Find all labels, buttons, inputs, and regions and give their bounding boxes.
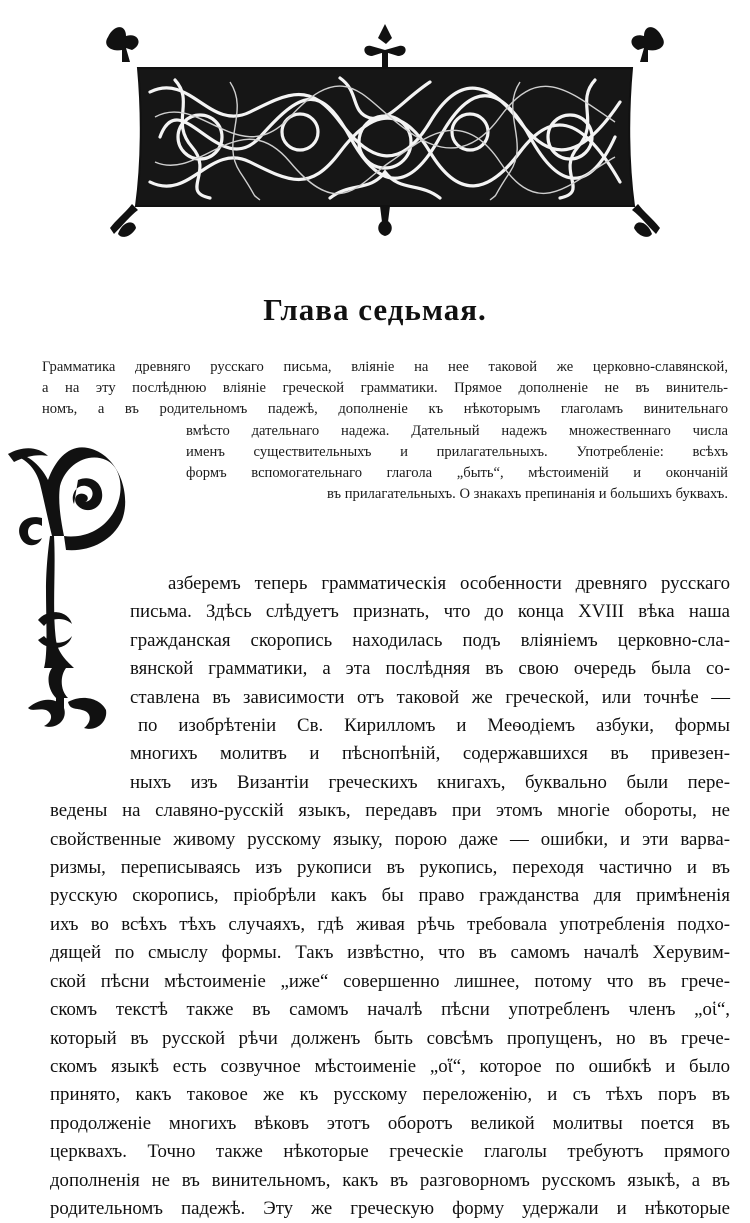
body-line: ведены на славяно-русскій языкъ, передавъ при этомъ многіе обороты, не bbox=[50, 800, 730, 822]
body-line: ныхъ изъ Византіи греческихъ книгахъ, буквально были пере- bbox=[130, 771, 730, 793]
body-line: церквахъ. Точно также нѣкоторые греческіе глаголы требуютъ прямого bbox=[50, 1141, 730, 1163]
chapter-abstract bbox=[42, 357, 728, 505]
abstract-line: а на эту послѣднюю вліяніе греческой грамматики. Прямое дополненіе не въ винитель- bbox=[42, 380, 728, 397]
body-text bbox=[50, 570, 730, 1223]
body-line: вянской грамматики, а эта послѣдняя въ свою очередь была со- bbox=[130, 658, 730, 680]
abstract-line: вмѣсто дательнаго надежа. Дательный надежъ множественнаго числа bbox=[186, 422, 728, 439]
body-line: продолженіе многихъ вѣковъ этотъ оборотъ великой молитвы поется въ bbox=[50, 1112, 730, 1134]
body-line: по изобрѣтеніи Св. Кирилломъ и Меѳодіемъ азбуки, формы bbox=[138, 715, 730, 737]
body-line: который въ русской рѣчи долженъ быть совсѣмъ пропущенъ, но въ грече- bbox=[50, 1027, 730, 1049]
body-line: ихъ во всѣхъ тѣхъ случаяхъ, гдѣ живая рѣчь требовала употребленія подхо- bbox=[50, 913, 730, 935]
abstract-line: Грамматика древняго русскаго письма, вліяніе на нее таковой же церковно-славянской, bbox=[42, 359, 728, 375]
body-line: дополненія не въ винительномъ, какъ въ разговорномъ русскомъ языкѣ, а въ bbox=[50, 1169, 730, 1191]
finial-top-icon bbox=[364, 24, 405, 68]
body-line: родительномъ падежѣ. Эту же греческую форму удержали и нѣкоторые bbox=[50, 1197, 730, 1219]
body-line: скомъ текстѣ также въ самомъ началѣ пѣсни употребленъ членъ „οἱ“, bbox=[50, 999, 730, 1021]
abstract-line: въ прилагательныхъ. О знакахъ препинанія и большихъ буквахъ. bbox=[327, 486, 728, 503]
abstract-line: именъ существительныхъ и прилагательныхъ. Употребленіе: всѣхъ bbox=[186, 443, 728, 460]
body-line: ставлена въ зависимости отъ таковой же греческой, или точнѣе — bbox=[130, 686, 730, 708]
body-line: азберемъ теперь грамматическія особенности древняго русскаго bbox=[168, 573, 730, 594]
body-line: ской пѣсни мѣстоименіе „иже“ совершенно лишнее, потому что въ грече- bbox=[50, 970, 730, 992]
chapter-title: Глава седьмая. bbox=[263, 292, 487, 327]
body-line: письма. Здѣсь слѣдуетъ признать, что до конца XVIII вѣка наша bbox=[130, 601, 730, 623]
abstract-line: номъ, а въ родительномъ падежѣ, дополненіе къ нѣкоторымъ глаголамъ винительнаго bbox=[42, 401, 728, 418]
ornamental-headpiece bbox=[100, 22, 670, 242]
body-line: русскую скоропись, пріобрѣли какъ бы право гражданства для примѣненія bbox=[50, 885, 730, 907]
body-line: свойственные живому русскому языку, порою даже — ошибки, и эти варва- bbox=[50, 828, 730, 850]
body-line: ризмы, переписываясь изъ рукописи въ рукопись, переходя частично и въ bbox=[50, 857, 730, 879]
body-line: принято, какъ таковое же къ русскому переложенію, и съ тѣхъ поръ въ bbox=[50, 1084, 730, 1106]
abstract-line: формъ вспомогательнаго глагола „быть“, мѣстоименій и окончаній bbox=[186, 465, 728, 482]
body-line: многихъ молитвъ и пѣснопѣній, содержавшихся въ привезен- bbox=[130, 743, 730, 765]
body-line: скомъ языкѣ есть созвучное мѣстоименіе „οἵ“, которое по ошибкѣ и было bbox=[50, 1055, 730, 1077]
body-line: гражданская скоропись находилась подъ вліяніемъ церковно-сла- bbox=[130, 629, 730, 651]
body-line: дящей по смыслу формы. Такъ извѣстно, что въ самомъ началѣ Херувим- bbox=[50, 942, 730, 964]
